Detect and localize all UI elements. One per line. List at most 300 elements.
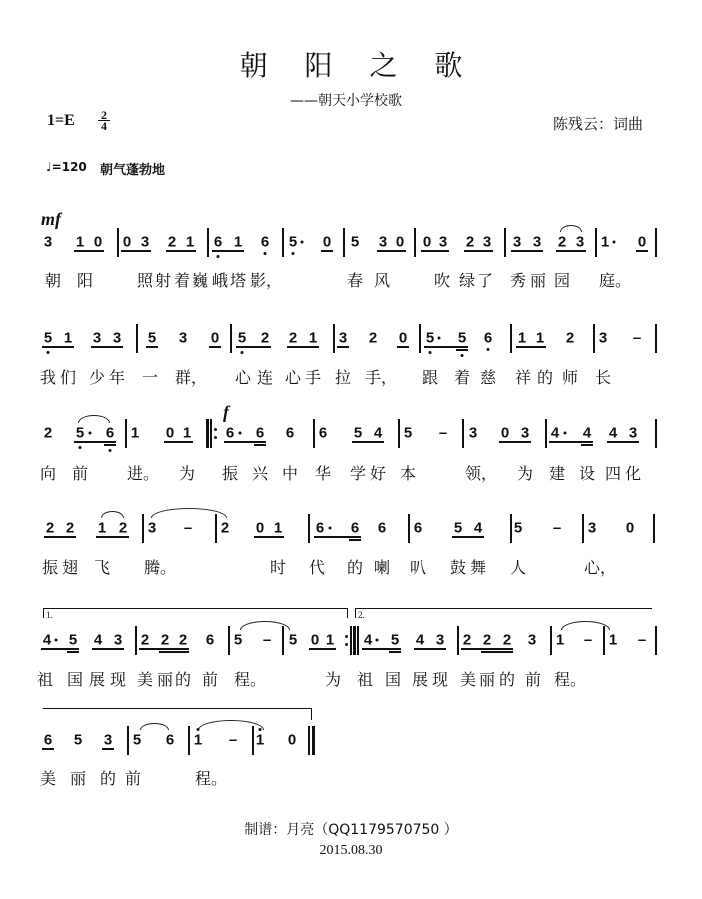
lyric-char: 绿 [459,271,476,290]
lyric-char: 阳 [77,271,94,290]
beam-underline [452,536,484,538]
barline [582,514,584,543]
note: 4 [608,424,618,442]
beam-underline [104,444,116,446]
note: 4 [363,631,373,649]
barline [545,419,547,448]
beam-underline [499,441,531,443]
lyric-char: 祖 [37,670,54,689]
note: 3 [532,233,542,251]
note-dash: – [632,329,642,347]
note: 4 [473,519,483,537]
note: 1 [273,519,283,537]
note: 0 [93,233,103,251]
second-ending-barline [357,626,359,655]
lyric-char: 祥 [515,368,532,387]
beam-underline [464,250,493,252]
slur-tie [78,415,110,423]
note: 6 [315,519,325,537]
beam-underline [287,346,319,348]
barline [228,626,230,655]
lyric-char: 群， [175,368,208,387]
lyric-char: 手， [365,368,398,387]
beam-underline [92,648,124,650]
barline [117,228,119,257]
lyric-char: 振 [42,558,59,577]
lyric-char: 跟 [422,368,439,387]
beam-underline [254,536,284,538]
dynamic-mark: mf [41,209,61,229]
note-dash: – [583,631,593,649]
lyric-char: 少 [89,368,106,387]
slur-tie [561,621,610,630]
note: 5 [288,233,298,251]
lyric-char: 们 [60,368,77,387]
barline [343,228,345,257]
transcriber-credit: 制谱：月亮（QQ1179570750 ） [244,822,458,838]
lyric-char: 喇 [374,558,391,577]
beam-underline [397,346,409,348]
lyric-char: 心 [285,368,302,387]
beam-underline [74,250,104,252]
note: 2 [462,631,472,649]
note: 0 [310,631,320,649]
barline [230,324,232,353]
note: 5 [233,631,243,649]
note: 5 [75,424,85,442]
lyric-char: 拉 [335,368,352,387]
note: 3 [103,731,113,749]
beam-underline [636,250,648,252]
octave-dot-below [292,252,295,255]
note: 2 [465,233,475,251]
note: 4 [582,424,592,442]
lyric-char: 的 [499,670,516,689]
note: 0 [322,233,332,251]
beam-underline [481,651,513,653]
note: 0 [287,731,297,749]
note: 6 [105,424,115,442]
note: 6 [483,329,493,347]
note: 6 [318,424,328,442]
slur-tie [240,621,290,630]
note: 2 [220,519,230,537]
barline [282,228,284,257]
lyric-char: 程。 [234,670,267,689]
beam-underline [166,250,196,252]
lyric-char: 前 [525,670,542,689]
barline [333,324,335,353]
lyric-char: 吹 [434,271,451,290]
note: 3 [140,233,150,251]
note: 2 [65,519,75,537]
note-dash: – [228,731,238,749]
beam-underline [254,444,266,446]
song-subtitle: ——朝天小学校歌 [290,93,402,109]
note-dash: – [637,631,647,649]
beam-underline [309,648,336,650]
note: 1 [255,731,265,749]
barline [655,419,657,448]
note: 2 [178,631,188,649]
lyric-char: 慈 [480,368,497,387]
lyric-char: 长 [595,368,612,387]
lyric-char: 四 [605,464,622,483]
note: 1 [555,631,565,649]
note: 0 [165,424,175,442]
note: 2 [557,233,567,251]
note-dash: – [183,519,193,537]
note: 3 [468,424,478,442]
note: 2 [167,233,177,251]
note: 1 [193,731,203,749]
note: 5 [453,519,463,537]
note-dash: – [552,519,562,537]
song-title: 朝 阳 之 歌 [239,49,477,82]
note: 6 [285,424,295,442]
barline [215,514,217,543]
beam-underline [349,539,361,541]
lyric-char: 进。 [127,464,160,483]
barline [510,324,512,353]
note: 0 [422,233,432,251]
barline [408,514,410,543]
repeat-start-barline-thin [210,419,212,448]
note: 6 [350,519,360,537]
lyric-char: 向 [40,464,57,483]
note: 0 [500,424,510,442]
barline [595,228,597,257]
augmentation-dot [329,527,332,530]
note: 1 [325,631,335,649]
repeat-end-barline-thin [350,626,352,655]
note: 0 [395,233,405,251]
beam-underline [556,250,586,252]
note: 3 [92,329,102,347]
note: 1 [97,519,107,537]
barline [593,324,595,353]
lyric-char: 学 [350,464,367,483]
augmentation-dot [239,432,242,435]
beam-underline [337,346,349,348]
note: 1 [308,329,318,347]
lyric-char: 中 [282,464,299,483]
note: 5 [237,329,247,347]
barline [125,419,127,448]
lyric-char: 华 [315,464,332,483]
lyric-char: 为 [179,464,196,483]
note: 2 [160,631,170,649]
beam-underline [139,648,189,650]
slur-tie [560,225,582,232]
note: 4 [93,631,103,649]
note: 5 [68,631,78,649]
note: 0 [398,329,408,347]
note: 5 [132,731,142,749]
note: 4 [373,424,383,442]
barline [655,626,657,655]
note: 1 [185,233,195,251]
lyric-char: 庭。 [599,271,632,290]
barline [414,228,416,257]
octave-dot-below [487,348,490,351]
expression-marking: 朝气蓬勃地 [100,163,166,178]
note: 2 [140,631,150,649]
note: 0 [625,519,635,537]
lyric-char: 我 [40,368,57,387]
note: 1 [517,329,527,347]
note: 3 [512,233,522,251]
lyric-char: 领， [465,464,498,483]
lyric-char: 秀 [510,271,527,290]
note: 2 [502,631,512,649]
beam-underline [146,346,158,348]
note: 1 [608,631,618,649]
time-numerator: 2 [98,110,110,121]
note: 5 [73,731,83,749]
lyric-char: 射 [155,271,172,290]
octave-dot-below [47,351,50,354]
note: 2 [482,631,492,649]
note: 1 [75,233,85,251]
final-barline-thin [308,726,310,755]
note: 2 [368,329,378,347]
note: 1 [130,424,140,442]
note: 3 [482,233,492,251]
augmentation-dot [613,241,616,244]
beam-underline [461,648,513,650]
lyric-char: 鼓 [450,558,467,577]
note: 3 [598,329,608,347]
lyric-char: 峨 [212,271,229,290]
note: 6 [260,233,270,251]
note: 0 [255,519,265,537]
beam-underline [44,536,76,538]
lyric-char: 园 [554,271,571,290]
beam-underline [389,651,401,653]
octave-dot-below [217,255,220,258]
lyric-char: 朝 [45,271,62,290]
beam-underline [91,346,123,348]
beam-underline [209,346,221,348]
lyric-char: 着 [454,368,471,387]
beam-underline [607,441,639,443]
barline [308,514,310,543]
barline [655,228,657,257]
repeat-start-barline [206,419,209,448]
time-denominator: 4 [101,119,107,133]
beam-underline [456,349,468,351]
note: 5 [353,424,363,442]
slur-tie [198,720,264,730]
augmentation-dot [564,432,567,435]
note: 2 [43,424,53,442]
lyric-char: 照 [137,271,154,290]
note: 1 [63,329,73,347]
lyric-char: 为 [325,670,342,689]
note: 6 [377,519,387,537]
augmentation-dot [89,432,92,435]
lyric-char: 建 [549,464,566,483]
lyric-char: 翅 [62,558,79,577]
lyric-char: 一 [142,368,159,387]
beam-underline [314,536,361,538]
barline [653,514,655,543]
lyric-char: 丽 [530,271,547,290]
beam-underline [96,536,129,538]
beam-underline [321,250,333,252]
lyric-char: 美 [137,670,154,689]
barline [252,726,254,755]
beam-underline [67,651,79,653]
volta-label: 2. [358,610,365,620]
note: 3 [378,233,388,251]
barline [188,726,190,755]
note: 1 [182,424,192,442]
note: 5 [288,631,298,649]
beam-underline [516,346,546,348]
lyric-char: 着 [174,271,191,290]
beam-underline [74,441,116,443]
lyric-char: 的 [537,368,554,387]
note: 3 [338,329,348,347]
note: 2 [260,329,270,347]
note: 5 [43,329,53,347]
lyric-char: 美 [40,769,57,788]
barline [603,626,605,655]
time-signature [98,110,110,131]
lyric-char: 程。 [195,769,228,788]
barline [462,419,464,448]
augmentation-dot [438,337,441,340]
beam-underline [362,648,401,650]
note: 3 [435,631,445,649]
augmentation-dot [55,639,58,642]
note: 5 [147,329,157,347]
note: 2 [45,519,55,537]
transcription-date: 2015.08.30 [319,843,383,858]
lyric-char: 舞 [470,558,487,577]
lyric-char: 国 [385,670,402,689]
note: 1 [535,329,545,347]
repeat-dot [214,428,217,431]
note: 6 [43,731,53,749]
lyric-char: 心 [235,368,252,387]
note: 5 [390,631,400,649]
lyric-char: 展 [89,670,106,689]
lyric-char: 风 [374,271,391,290]
note: 3 [438,233,448,251]
note: 0 [210,329,220,347]
note: 5 [403,424,413,442]
lyric-char: 兴 [252,464,269,483]
barline [550,626,552,655]
barline [142,514,144,543]
lyric-char: 现 [432,670,449,689]
lyric-char: 现 [110,670,127,689]
lyric-char: 手 [305,368,322,387]
lyric-char: 展 [412,670,429,689]
volta-bracket [43,608,348,618]
lyric-char: 塔 [230,271,247,290]
repeat-end-barline-thick [353,626,356,655]
beam-underline [549,441,593,443]
note: 1 [233,233,243,251]
octave-dot-below [79,446,82,449]
lyric-char: 化 [625,464,642,483]
slur-tie [151,508,227,518]
lyric-char: 影， [250,271,283,290]
beam-underline [42,748,54,750]
lyric-char: 振 [222,464,239,483]
note: 2 [118,519,128,537]
key-signature: 1=E [47,112,75,129]
lyric-char: 时 [270,558,287,577]
barline [510,514,512,543]
note: 3 [147,519,157,537]
volta-label: 1. [46,610,53,620]
slur-tie [140,723,169,730]
lyric-char: 程。 [554,670,587,689]
lyric-char: 了 [477,271,494,290]
note: 5 [425,329,435,347]
note: 6 [225,424,235,442]
lyric-char: 美 [460,670,477,689]
lyric-char: 腾。 [144,558,177,577]
beam-underline [224,441,266,443]
lyric-char: 的 [175,670,192,689]
lyric-char: 人 [510,558,527,577]
barline [136,324,138,353]
octave-dot-below [109,449,112,452]
note: 3 [178,329,188,347]
lyric-char: 为 [517,464,534,483]
lyric-char: 春 [347,271,364,290]
beam-underline [236,346,271,348]
note: 3 [43,233,53,251]
tempo-marking: ♩=120 [46,160,87,174]
beam-underline [121,250,151,252]
octave-dot-below [241,351,244,354]
repeat-dot [345,635,348,638]
note: 1 [600,233,610,251]
note: 3 [527,631,537,649]
note: 5 [513,519,523,537]
composer-credit: 陈残云：词曲 [553,115,644,133]
note-dash: – [438,424,448,442]
lyric-char: 的 [100,769,117,788]
note: 6 [413,519,423,537]
beam-underline [102,748,114,750]
note: 4 [42,631,52,649]
lyric-char: 前 [72,464,89,483]
beam-underline [581,444,593,446]
lyric-char: 叭 [410,558,427,577]
volta-bracket [43,708,312,720]
augmentation-dot [301,241,304,244]
beam-underline [421,250,449,252]
note: 4 [550,424,560,442]
lyric-char: 飞 [94,558,111,577]
barline [419,324,421,353]
beam-underline [424,346,468,348]
augmentation-dot [376,639,379,642]
note: 6 [205,631,215,649]
note: 4 [415,631,425,649]
note: 3 [628,424,638,442]
octave-dot-below [461,354,464,357]
dynamic-mark: f [223,402,229,422]
